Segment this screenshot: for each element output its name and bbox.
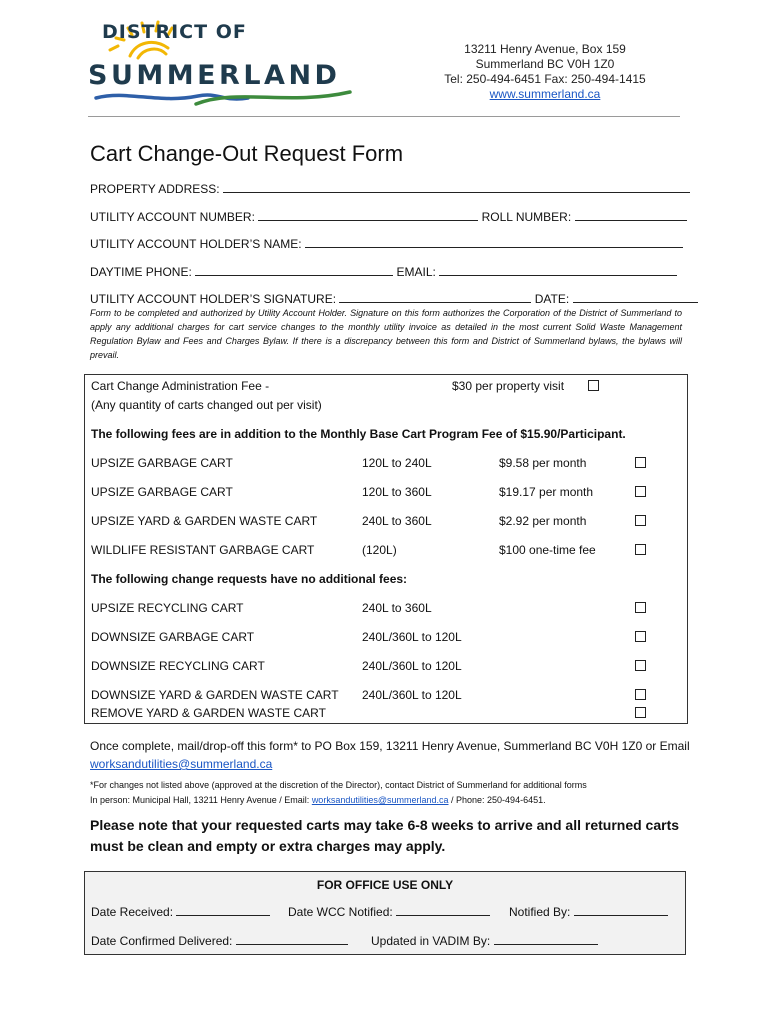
contact-block (430, 42, 660, 102)
date-field[interactable] (573, 291, 698, 303)
row-size: 240L to 360L (362, 514, 432, 528)
row-price: $9.58 per month (499, 456, 587, 470)
row-size: 240L/360L to 120L (362, 659, 462, 673)
signature-label: UTILITY ACCOUNT HOLDER’S SIGNATURE: (90, 292, 337, 306)
row-item: DOWNSIZE YARD & GARDEN WASTE CART (91, 688, 339, 702)
row-price: $100 one-time fee (499, 543, 596, 557)
note-line-2-prefix: In person: Municipal Hall, 13211 Henry Avenue / Email: (90, 795, 310, 805)
row-checkbox[interactable] (635, 602, 646, 613)
submission-email-link[interactable]: worksandutilities@summerland.ca (90, 757, 273, 771)
row-item: DOWNSIZE RECYCLING CART (91, 659, 265, 673)
address-line-1: 13211 Henry Avenue, Box 159 (464, 42, 626, 56)
admin-fee-note: (Any quantity of carts changed out per visit) (91, 398, 322, 412)
roll-number-field[interactable] (575, 209, 687, 221)
logo-text-district-of: DISTRICT OF (102, 21, 247, 43)
admin-fee-price: $30 per property visit (452, 379, 565, 393)
row-item: UPSIZE YARD & GARDEN WASTE CART (91, 514, 318, 528)
daytime-phone-label: DAYTIME PHONE: (90, 265, 192, 279)
updated-vadim-field[interactable] (494, 933, 598, 945)
office-use-title: FOR OFFICE USE ONLY (316, 878, 454, 892)
fees-table (84, 374, 688, 724)
daytime-phone-field[interactable] (195, 264, 393, 276)
row-item: DOWNSIZE GARBAGE CART (91, 630, 255, 644)
row-checkbox[interactable] (635, 457, 646, 468)
date-received-field[interactable] (176, 904, 270, 916)
row-checkbox[interactable] (635, 486, 646, 497)
date-confirmed-row (91, 933, 348, 948)
updated-vadim-label: Updated in VADIM By: (371, 934, 491, 948)
header-divider (88, 116, 680, 117)
row-size: 240L/360L to 120L (362, 630, 462, 644)
property-address-field[interactable] (223, 181, 690, 193)
phone-email-row (90, 264, 677, 279)
email-label: EMAIL: (396, 265, 436, 279)
email-field[interactable] (439, 264, 677, 276)
updated-vadim-row (371, 933, 598, 948)
additional-notes (90, 778, 690, 808)
row-item: UPSIZE GARBAGE CART (91, 485, 233, 499)
row-size: 240L to 360L (362, 601, 432, 615)
date-confirmed-field[interactable] (236, 933, 348, 945)
property-address-row (90, 181, 690, 196)
notified-by-field[interactable] (574, 904, 668, 916)
row-size: 120L to 240L (362, 456, 432, 470)
row-item: UPSIZE GARBAGE CART (91, 456, 233, 470)
submission-text: Once complete, mail/drop-off this form* to PO Box 159, 13211 Henry Avenue, Summerland BC V0H 1Z0 or Email (90, 739, 690, 753)
signature-field[interactable] (339, 291, 531, 303)
date-confirmed-label: Date Confirmed Delivered: (91, 934, 233, 948)
note-line-2 (90, 793, 690, 808)
signature-row (90, 291, 698, 306)
delivery-notice: Please note that your requested carts may take 6-8 weeks to arrive and all returned carts must be clean and empty or extra charges may apply. (90, 817, 680, 854)
date-wcc-row (288, 904, 490, 919)
account-roll-row (90, 209, 687, 224)
website-link[interactable]: www.summerland.ca (489, 87, 601, 101)
row-checkbox[interactable] (635, 660, 646, 671)
row-item: UPSIZE RECYCLING CART (91, 601, 244, 615)
account-number-field[interactable] (258, 209, 478, 221)
submission-instructions (90, 737, 690, 773)
phone-fax: Tel: 250-494-6451 Fax: 250-494-1415 (444, 72, 646, 86)
free-changes-heading: The following change requests have no additional fees: (91, 572, 408, 586)
admin-fee-label: Cart Change Administration Fee - (91, 379, 270, 393)
address-line-2: Summerland BC V0H 1Z0 (475, 57, 615, 71)
notified-by-label: Notified By: (509, 905, 571, 919)
row-checkbox[interactable] (635, 631, 646, 642)
row-item: REMOVE YARD & GARDEN WASTE CART (91, 706, 326, 720)
row-price: $19.17 per month (499, 485, 594, 499)
holder-name-row (90, 236, 683, 251)
holder-name-field[interactable] (305, 236, 683, 248)
row-checkbox[interactable] (635, 707, 646, 718)
notified-by-row (509, 904, 668, 919)
date-wcc-notified-label: Date WCC Notified: (288, 905, 393, 919)
row-checkbox[interactable] (635, 689, 646, 700)
admin-fee-checkbox[interactable] (588, 380, 599, 391)
authorization-disclaimer: Form to be completed and authorized by Utility Account Holder. Signature on this form authorizes the Corporation of the District of Summerland to apply any additional charges for cart service changes to the monthly utility invoice as detailed in the most current Solid Waste Management Regulation Bylaw and Fees and Charges Bylaw. If there is a discrepancy between this form and District of Summerland bylaws, the bylaws will prevail. (90, 308, 682, 360)
account-number-label: UTILITY ACCOUNT NUMBER: (90, 210, 255, 224)
date-received-label: Date Received: (91, 905, 174, 919)
form-title: Cart Change-Out Request Form (90, 141, 404, 166)
paid-fees-heading: The following fees are in addition to the Monthly Base Cart Program Fee of $15.90/Participant. (91, 427, 626, 441)
row-checkbox[interactable] (635, 515, 646, 526)
row-checkbox[interactable] (635, 544, 646, 555)
row-size: 240L/360L to 120L (362, 688, 462, 702)
note-line-2-suffix: / Phone: 250-494-6451. (451, 795, 546, 805)
office-use-box (84, 871, 686, 955)
property-address-label: PROPERTY ADDRESS: (90, 182, 220, 196)
row-size: (120L) (362, 543, 397, 557)
row-size: 120L to 360L (362, 485, 432, 499)
row-item: WILDLIFE RESISTANT GARBAGE CART (91, 543, 315, 557)
roll-number-label: ROLL NUMBER: (481, 210, 572, 224)
date-received-row (91, 904, 270, 919)
date-label: DATE: (534, 292, 570, 306)
date-wcc-notified-field[interactable] (396, 904, 490, 916)
row-price: $2.92 per month (499, 514, 587, 528)
holder-name-label: UTILITY ACCOUNT HOLDER’S NAME: (90, 237, 302, 251)
note-email-link[interactable]: worksandutilities@summerland.ca (311, 795, 449, 805)
logo-text-summerland: SUMMERLAND (88, 60, 341, 91)
note-line-1: *For changes not listed above (approved at the discretion of the Director), contact District of Summerland for additional forms (90, 780, 587, 790)
